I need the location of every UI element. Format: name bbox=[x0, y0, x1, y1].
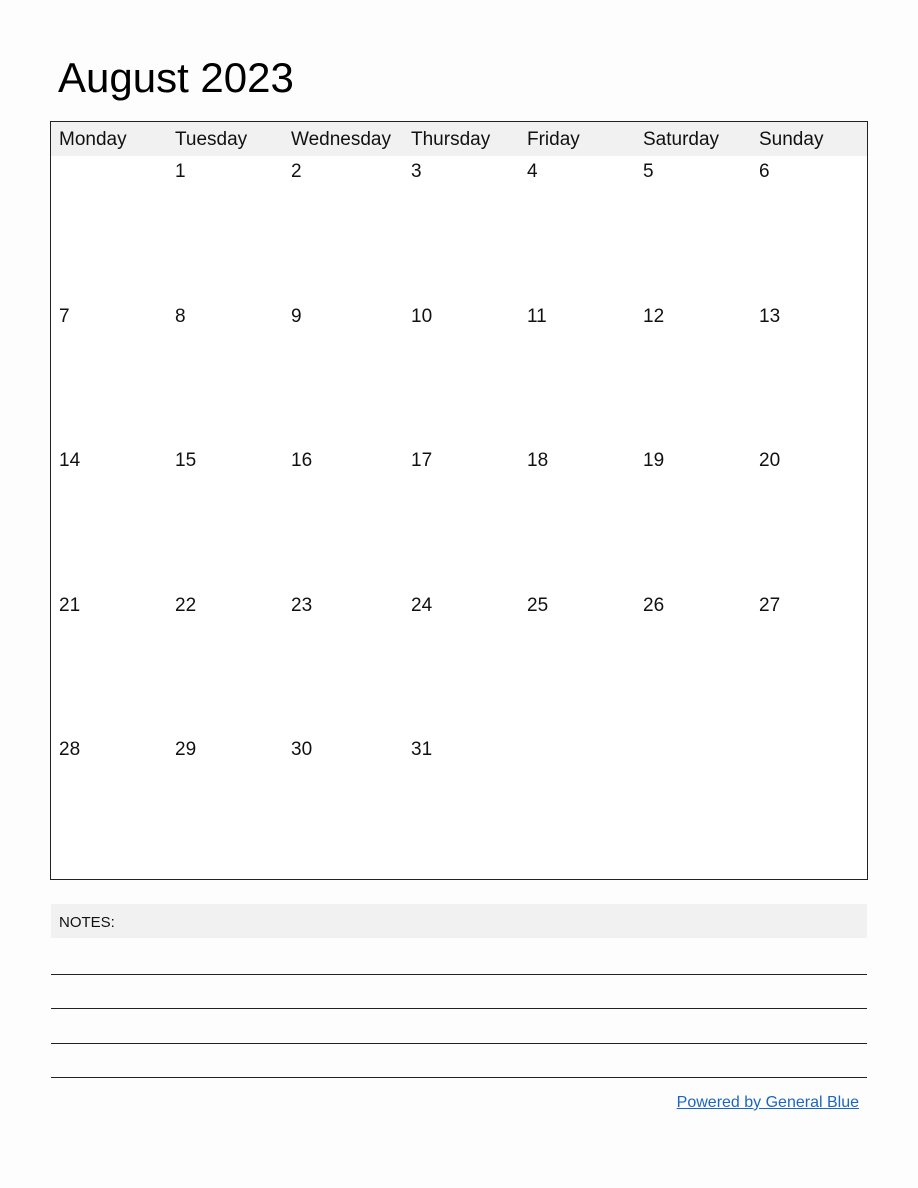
weekday-thursday: Thursday bbox=[411, 129, 491, 150]
day-cell bbox=[643, 735, 759, 879]
day-cell bbox=[175, 735, 291, 879]
day-cell bbox=[175, 446, 291, 590]
day-cell bbox=[59, 446, 175, 590]
day-number: 18 bbox=[527, 450, 549, 471]
day-cell bbox=[291, 157, 407, 301]
day-cell bbox=[291, 446, 407, 590]
day-cell bbox=[411, 157, 527, 301]
day-number: 3 bbox=[411, 161, 422, 182]
day-number: 15 bbox=[175, 450, 197, 471]
day-cell bbox=[175, 157, 291, 301]
day-cell bbox=[411, 591, 527, 735]
day-number: 4 bbox=[527, 161, 538, 182]
day-cell bbox=[759, 591, 875, 735]
day-cell bbox=[411, 735, 527, 879]
weekday-monday: Monday bbox=[59, 129, 127, 150]
day-cell bbox=[59, 591, 175, 735]
day-cell bbox=[291, 591, 407, 735]
day-number: 28 bbox=[59, 739, 81, 760]
day-number: 31 bbox=[411, 739, 433, 760]
day-number: 23 bbox=[291, 594, 313, 616]
day-number: 12 bbox=[643, 305, 665, 327]
weekday-saturday: Saturday bbox=[643, 129, 720, 150]
day-number: 19 bbox=[643, 450, 665, 471]
day-number: 1 bbox=[175, 161, 186, 182]
day-number: 20 bbox=[759, 450, 781, 471]
weekday-friday: Friday bbox=[527, 129, 580, 150]
day-number: 27 bbox=[759, 594, 781, 616]
day-cell bbox=[175, 302, 291, 446]
day-number: 30 bbox=[291, 739, 313, 760]
day-number: 14 bbox=[59, 450, 81, 471]
day-cell bbox=[59, 302, 175, 446]
day-cell bbox=[643, 591, 759, 735]
powered-by-link[interactable]: Powered by General Blue bbox=[676, 1094, 859, 1111]
day-cell bbox=[411, 302, 527, 446]
weekday-tuesday: Tuesday bbox=[175, 129, 248, 150]
day-number: 10 bbox=[411, 305, 433, 327]
day-number: 21 bbox=[59, 594, 81, 616]
notes-line bbox=[51, 1043, 867, 1044]
day-cell bbox=[759, 157, 875, 301]
day-number: 7 bbox=[59, 305, 70, 327]
day-number: 2 bbox=[291, 161, 302, 182]
notes-header bbox=[51, 904, 867, 938]
calendar-grid bbox=[50, 121, 868, 880]
day-cell bbox=[527, 157, 643, 301]
day-cell bbox=[527, 446, 643, 590]
notes-line bbox=[51, 1077, 867, 1078]
notes-line bbox=[51, 1008, 867, 1009]
day-number: 5 bbox=[643, 161, 654, 182]
day-cell bbox=[643, 446, 759, 590]
day-number: 6 bbox=[759, 161, 770, 182]
day-cell bbox=[643, 302, 759, 446]
weekday-header bbox=[51, 122, 867, 156]
day-number: 8 bbox=[175, 305, 186, 327]
day-number: 22 bbox=[175, 594, 197, 616]
day-number: 24 bbox=[411, 594, 433, 616]
day-cell bbox=[643, 157, 759, 301]
weekday-sunday: Sunday bbox=[759, 129, 824, 150]
day-cell bbox=[759, 446, 875, 590]
day-cell bbox=[527, 302, 643, 446]
page-title: August 2023 bbox=[58, 54, 294, 101]
day-cell bbox=[759, 735, 875, 879]
day-cell bbox=[527, 591, 643, 735]
day-number: 11 bbox=[527, 305, 547, 327]
day-number: 16 bbox=[291, 450, 313, 471]
day-number: 29 bbox=[175, 739, 197, 760]
day-number: 26 bbox=[643, 594, 665, 616]
day-cell bbox=[759, 302, 875, 446]
weekday-wednesday: Wednesday bbox=[291, 129, 391, 150]
day-cell bbox=[59, 157, 175, 301]
day-cell bbox=[175, 591, 291, 735]
day-number: 9 bbox=[291, 305, 302, 327]
day-cell bbox=[291, 735, 407, 879]
day-number: 13 bbox=[759, 305, 781, 327]
notes-label: NOTES: bbox=[59, 914, 115, 931]
day-cell bbox=[59, 735, 175, 879]
day-cell bbox=[291, 302, 407, 446]
notes-line bbox=[51, 974, 867, 975]
day-number: 17 bbox=[411, 450, 433, 471]
day-number: 25 bbox=[527, 594, 549, 616]
day-cell bbox=[411, 446, 527, 590]
day-cell bbox=[527, 735, 643, 879]
